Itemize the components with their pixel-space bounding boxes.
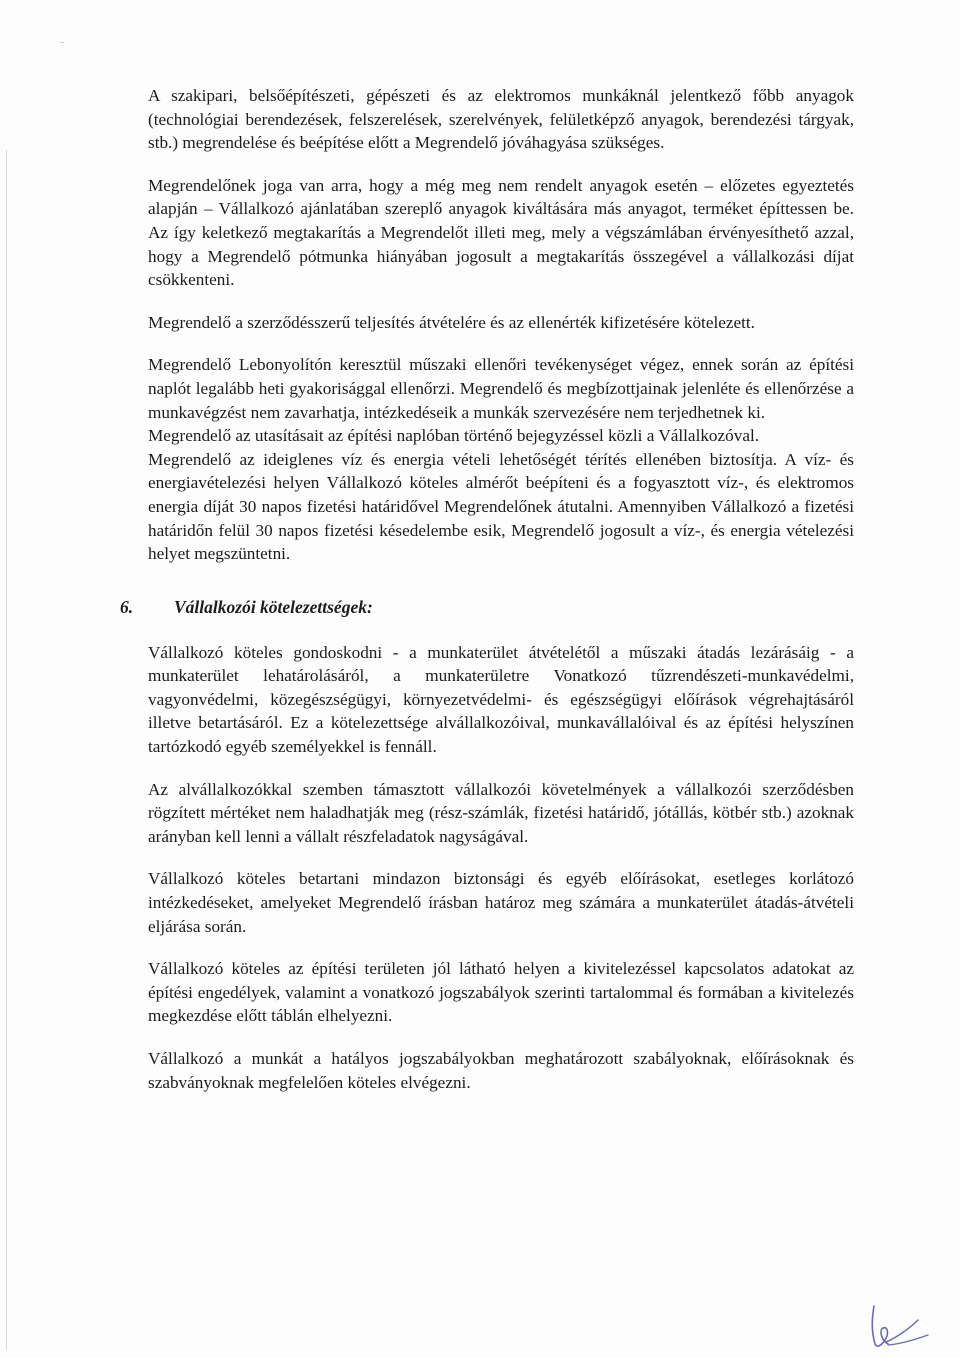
paragraph-technical-supervision: Megrendelő Lebonyolítón keresztül műszaki ellenőri tevékenységet végez, ennek során az építési naplót legalább heti gyakorisággal ellenőrzi. Megrendelő és megbízottjainak jelenléte és ellenőrzése a munkavégzést nem zavarhatja, intézkedéseik a munkák szervezésére nem terjedhetnek ki. [148,355,854,422]
paragraph-instructions-logbook: Megrendelő az utasításait az építési naplóban történő bejegyzéssel közli a Vállalkozóval. [148,426,760,446]
document-body [120,84,854,1094]
section-title: Vállalkozói kötelezettségek: [174,596,373,617]
section-heading [120,595,854,619]
paragraph-water-energy: Megrendelő az ideiglenes víz és energia vételi lehetőségét térítés ellenében biztosítja. A víz- és energiavételezési helyen Vállalkozó köteles almérőt beépíteni és a fogyasztott víz-, és elektromos energia díját 30 napos fizetési határidővel Megrendelőnek átutalni. Amennyiben Vállalkozó a fizetési határidőn felül 30 napos fizetési késedelembe esik, Megrendelő jogosult a víz-, és energia vételezési helyet megszüntetni. [148,449,854,564]
paragraph-contractor-duties: Vállalkozó köteles gondoskodni - a munkaterület átvételétől a műszaki átadás lezárásáig - a munkaterület lehatárolásáról, a munkaterületre Vonatkozó tűzrendészeti-munkavédelmi, vagyonvédelmi, közegészségügyi, környezetvédelmi- és egészségügyi előírások végrehajtásáról illetve betartásáról. Ez a kötelezettsége alvállalkozóival, munkavállalóival és az építési helyszínen tartózkodó egyéb személyekkel is fennáll. [148,642,854,757]
paragraph-legal-compliance: Vállalkozó a munkát a hatályos jogszabályokban meghatározott szabályoknak, előírásoknak és szabványoknak megfelelően köteles elvégezni. [148,1049,854,1092]
paragraph-site-board: Vállalkozó köteles az építési területen jól látható helyen a kivitelezéssel kapcsolatos adatokat az építési engedélyek, valamint a vonatkozó jogszabályok szerinti tartalommal és formában a kivitelezés megkezdése előtt táblán elhelyezni. [148,959,854,1026]
scan-speck [60,42,64,43]
paragraph-subcontractor-requirements: Az alvállalkozókkal szemben támasztott vállalkozói követelmények a vállalkozói szerződésben rögzített mértéket nem haladhatják meg (rész-számlák, fizetési határidő, jótállás, kötbér stb.) azoknak arányban kell lenni a vállalt részfeladatok nagyságával. [148,779,854,846]
scan-margin-line [6,150,7,1350]
paragraph-safety-rules: Vállalkozó köteles betartani mindazon biztonsági és egyéb előírásokat, esetleges korlátozó intézkedéseket, amelyeket Megrendelő írásban határoz meg számára a munkaterület átadás-átvételi eljárása során. [148,869,854,936]
handwritten-initials-signature [866,1304,930,1350]
paragraph-material-substitution: Megrendelőnek joga van arra, hogy a még meg nem rendelt anyagok esetén – előzetes egyeztetés alapján – Vállalkozó ajánlatában szereplő anyagok kiváltására más anyagot, terméket építtessen be. Az így keletkező megtakarítás a Megrendelőt illeti meg, mely a végszámlában érvényesíthető azzal, hogy a Megrendelő pótmunka hiányában jogosult a megtakarítás összegével a vállalkozási díjat csökkenteni. [148,175,854,290]
paragraph-acceptance-obligation: Megrendelő a szerződésszerű teljesítés átvételére és az ellenérték kifizetésére kötelezett. [148,312,755,332]
paragraph-materials-approval: A szakipari, belsőépítészeti, gépészeti és az elektromos munkáknál jelentkező főbb anyagok (technológiai berendezések, felszerelések, szerelvények, felületképző anyagok, berendezési tárgyak, stb.) megrendelése és beépítése előtt a Megrendelő jóváhagyása szükséges. [148,86,854,153]
section-number: 6. [120,596,134,617]
